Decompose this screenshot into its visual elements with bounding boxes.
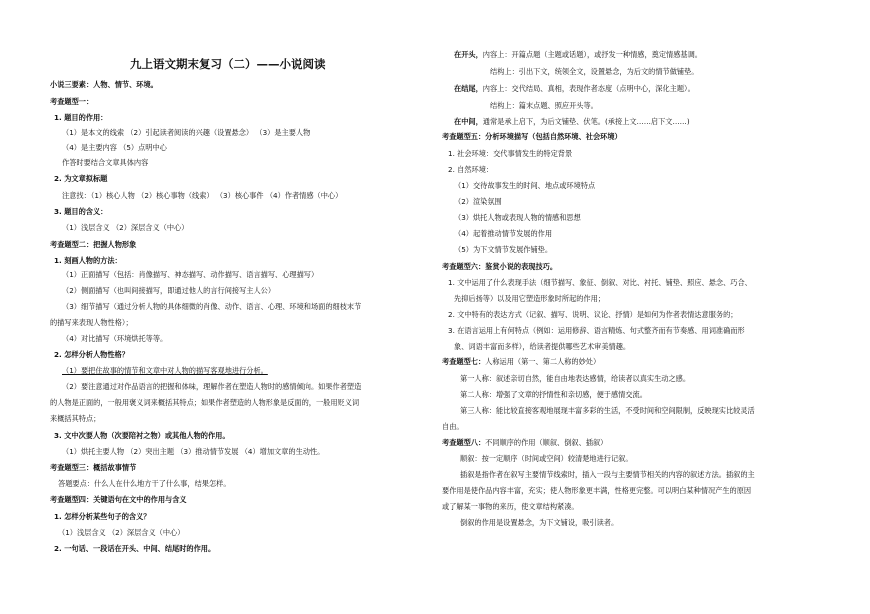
type7-p2: 第二人称：增强了文章的抒情性和亲切感，便于感情交流。 [460,390,647,399]
type5-heading: 考查题型五：分析环境描写（包括自然环境、社会环境） [442,132,622,141]
type5-item-4: （4）起着推动情节发展的作用 [454,229,553,238]
type2-item-4: （4）对比描写（环境烘托等等。 [62,334,168,343]
type2-s2-2c: 来概括其特点； [50,414,101,423]
type2-heading: 考查题型二：把握人物形象 [50,240,137,249]
type2-s2-2a: （2）要注意通过对作品语言的把握和体味，理解作者在塑造人物时的感情倾向。如果作者塑造 [62,382,362,391]
type6-s3a: 3. 在语言运用上有何特点（例如：运用修辞、语言精炼、句式整齐而有节奏感、用词准确而形 [448,326,745,335]
type5-s2: 2. 自然环境： [448,165,494,174]
type2-s1: 1. 刻画人物的方法： [54,256,122,265]
type8-p3: 倒叙的作用是设置悬念，为下文铺设，吸引读者。 [460,518,619,527]
type7-p1: 第一人称：叙述亲切自然，能自由地表达感情，给读者以真实生动之感。 [460,374,691,383]
type4-s1-text: （1）浅层含义 （2）深层含义（中心） [58,528,185,537]
begin-structure-line: 结构上：引出下文，统领全文，设置悬念，为后文的情节做铺垫。 [490,67,699,76]
type1-s1-row2: （4）是主要内容 （5）点明中心 [62,143,167,152]
end-content-line: 在结尾，内容上：交代结局、真相，表现作者态度（点明中心，深化主题）。 [454,84,695,93]
type2-s3-text: （1）烘托主要人物 （2）突出主题 （3）推动情节发展 （4）增加文章的生动性。 [62,447,325,456]
type6-s1a: 1. 文中运用了什么表现手法（细节描写、象征、倒叙、对比、衬托、铺垫、照应、悬念、巧合、 [448,278,752,287]
type1-s1-row1: （1）是本文的线索 （2）引起读者阅读的兴趣（设置悬念） （3）是主要人物 [62,128,311,137]
type5-item-2: （2）渲染氛围 [454,197,502,206]
type8-p2a: 插叙是指作者在叙写主要情节线索时，插入一段与主要情节相关的内容的叙述方法。插叙的主 [460,470,755,479]
type6-s1b: 先抑后扬等）以及用它塑造形象时所起的作用； [454,294,605,303]
type2-item-3: （3）细节描写（通过分析人物的具体细微的肖像、动作、语言、心理、环境和场面的细枝末节 [62,302,362,311]
type5-item-5: （5）为下文情节发展作铺垫。 [454,245,553,254]
type7-heading: 考查题型七：人称运用（第一、第二人称的妙处） [442,357,601,366]
page-title: 九上语文期末复习（二）——小说阅读 [130,57,326,71]
type2-s2-2b: 的人物是正面的，一般用褒义词来概括其特点；如果作者塑造的人物形象是反面的，一般用贬义词 [50,398,360,407]
type8-p2c: 或了解某一事物的来历，使文章结构紧凑。 [442,502,579,511]
begin-content-line: 在开头，内容上：开篇点题（主题或话题），或抒发一种情感，奠定情感基调。 [454,50,702,59]
type2-s2-1: （1）要把住故事的情节和文章中对人物的描写客观地进行分析。 [62,366,268,375]
type2-item-2: （2）侧面描写（也叫间接描写，即通过他人的言行间接写主人公） [62,286,276,295]
type4-heading: 考查题型四：关键语句在文中的作用与含义 [50,495,187,504]
type4-s1: 1. 怎样分析某些句子的含义？ [54,512,151,521]
type7-p3b: 自由。 [442,422,464,431]
type3-text: 答题要点：什么人在什么地方干了什么事，结果怎样。 [58,479,231,488]
type6-s3b: 象、词语丰富而多样），给读者提供哪些艺术审美情趣。 [454,342,631,351]
type7-p3: 第三人称：能比较直接客观地展现丰富多彩的生活，不受时间和空间限制，反映现实比较灵活 [460,406,755,415]
type1-s3-text: （1）浅层含义 （2）深层含义（中心） [62,223,189,232]
type2-item-1: （1）正面描写（包括：肖像描写、神态描写、动作描写、语言描写、心理描写） [62,270,319,279]
type8-heading: 考查题型八：不同顺序的作用（顺叙、倒叙、插叙） [442,438,608,447]
type5-s1: 1. 社会环境：交代事情发生的特定背景 [448,149,573,158]
type1-s2-text: 注意找：（1）核心人物 （2）核心事物（线索） （3）核心事件 （4）作者情感（中心） [62,191,343,200]
type2-s3: 3. 文中次要人物（次要陪衬之物）或其他人物的作用。 [54,431,230,440]
type3-heading: 考查题型三：概括故事情节 [50,463,137,472]
type8-p2b: 要作用是使作品内容丰富，充实；使人物形象更丰满，性格更完整。可以明白某种情况产生的原因 [442,486,752,495]
type8-p1: 顺叙：按一定顺序（时间或空间）较清楚地进行记叙。 [460,454,633,463]
type1-s3: 3. 题目的含义： [54,207,108,216]
type2-s2: 2. 怎样分析人物性格？ [54,350,129,359]
type6-s2: 2. 文中特有的表达方式（记叙、描写、说明、议论、抒情）是如何为作者表情达意服务的； [448,310,738,319]
type4-s2: 2. 一句话、一段话在开头、中间、结尾时的作用。 [54,544,216,553]
type5-item-3: （3）烘托人物或表现人物的情感和思想 [454,213,581,222]
type2-item-3-cont: 的描写来表现人物性格）； [50,318,133,327]
middle-line: 在中间，通常是承上启下，为后文铺垫、伏笔。(承接上文……启下文……) [454,117,690,126]
type1-s2: 2. 为文章拟标题 [54,174,108,183]
type1-s1: 1. 题目的作用： [54,113,108,122]
type1-heading: 考查题型一： [50,97,94,106]
intro-line: 小说三要素：人物、情节、环境。 [50,80,158,89]
type1-s1-note: 作答时要结合文章具体内容 [62,158,149,167]
end-structure-line: 结构上：篇末点题、照应开头等。 [490,101,598,110]
type6-heading: 考查题型六：鉴赏小说的表现技巧。 [442,262,558,271]
type5-item-1: （1）交待故事发生的时间、地点或环境特点 [454,181,596,190]
